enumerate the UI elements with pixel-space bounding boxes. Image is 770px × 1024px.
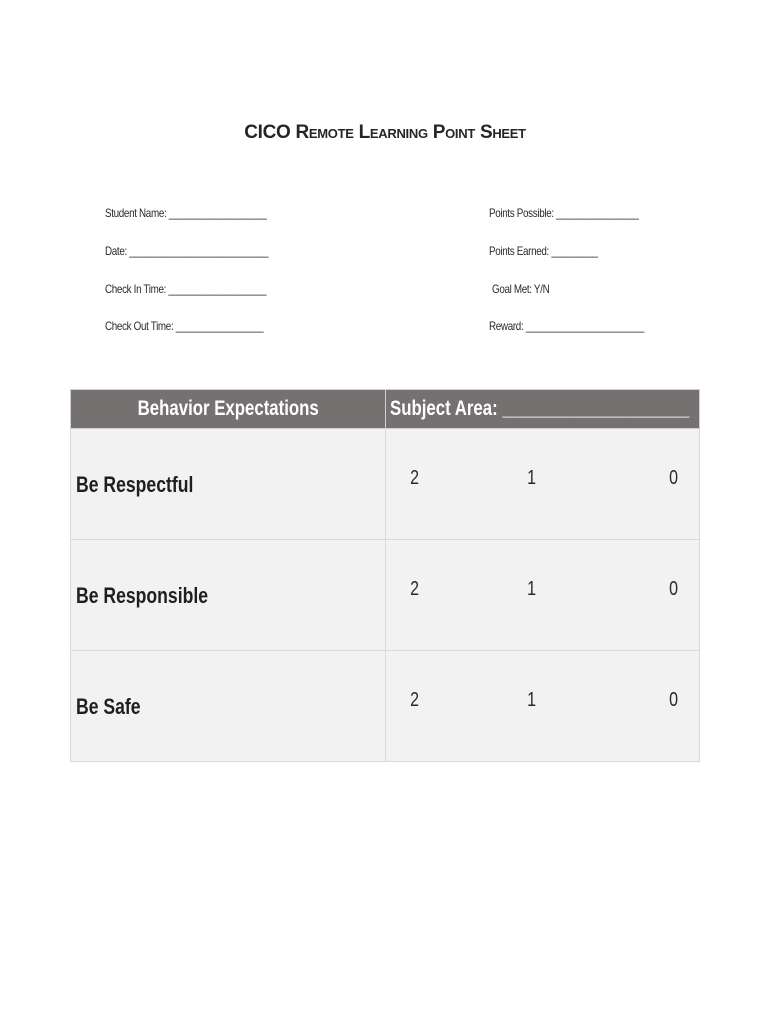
score-option: 1 (527, 578, 537, 600)
behavior-expectations-header (71, 390, 386, 429)
score-cell (386, 429, 700, 540)
goal-met-field: Goal Met: Y/N (492, 282, 550, 296)
points-possible-field: Points Possible: ________________ (489, 206, 639, 220)
student-name-field: Student Name: ___________________ (105, 206, 267, 220)
behavior-cell (71, 651, 386, 762)
score-option: 0 (669, 578, 679, 600)
subject-area-header (386, 390, 700, 429)
score-option: 2 (410, 578, 420, 600)
behavior-cell (71, 540, 386, 651)
behavior-cell (71, 429, 386, 540)
behavior-label: Be Responsible (76, 583, 209, 608)
points-earned-field: Points Earned: _________ (489, 244, 598, 258)
table-row (71, 429, 700, 540)
subject-area-header-label: Subject Area: ____________________ (390, 397, 690, 420)
page-title: CICO Remote Learning Point Sheet (244, 122, 526, 143)
behavior-label: Be Respectful (76, 472, 194, 497)
check-in-time-field: Check In Time: ___________________ (105, 282, 267, 296)
check-out-time-field: Check Out Time: _________________ (105, 319, 264, 333)
point-sheet-table (70, 389, 700, 762)
reward-field: Reward: _______________________ (489, 319, 645, 333)
table-header-row (71, 390, 700, 429)
date-field: Date: ___________________________ (105, 244, 269, 258)
score-option: 0 (669, 467, 679, 489)
behavior-expectations-header-label: Behavior Expectations (137, 397, 319, 420)
score-option: 2 (410, 689, 420, 711)
score-option: 0 (669, 689, 679, 711)
score-cell (386, 651, 700, 762)
score-cell (386, 540, 700, 651)
table-row (71, 540, 700, 651)
score-option: 2 (410, 467, 420, 489)
score-option: 1 (527, 689, 537, 711)
score-option: 1 (527, 467, 537, 489)
table-row (71, 651, 700, 762)
behavior-label: Be Safe (76, 694, 141, 719)
